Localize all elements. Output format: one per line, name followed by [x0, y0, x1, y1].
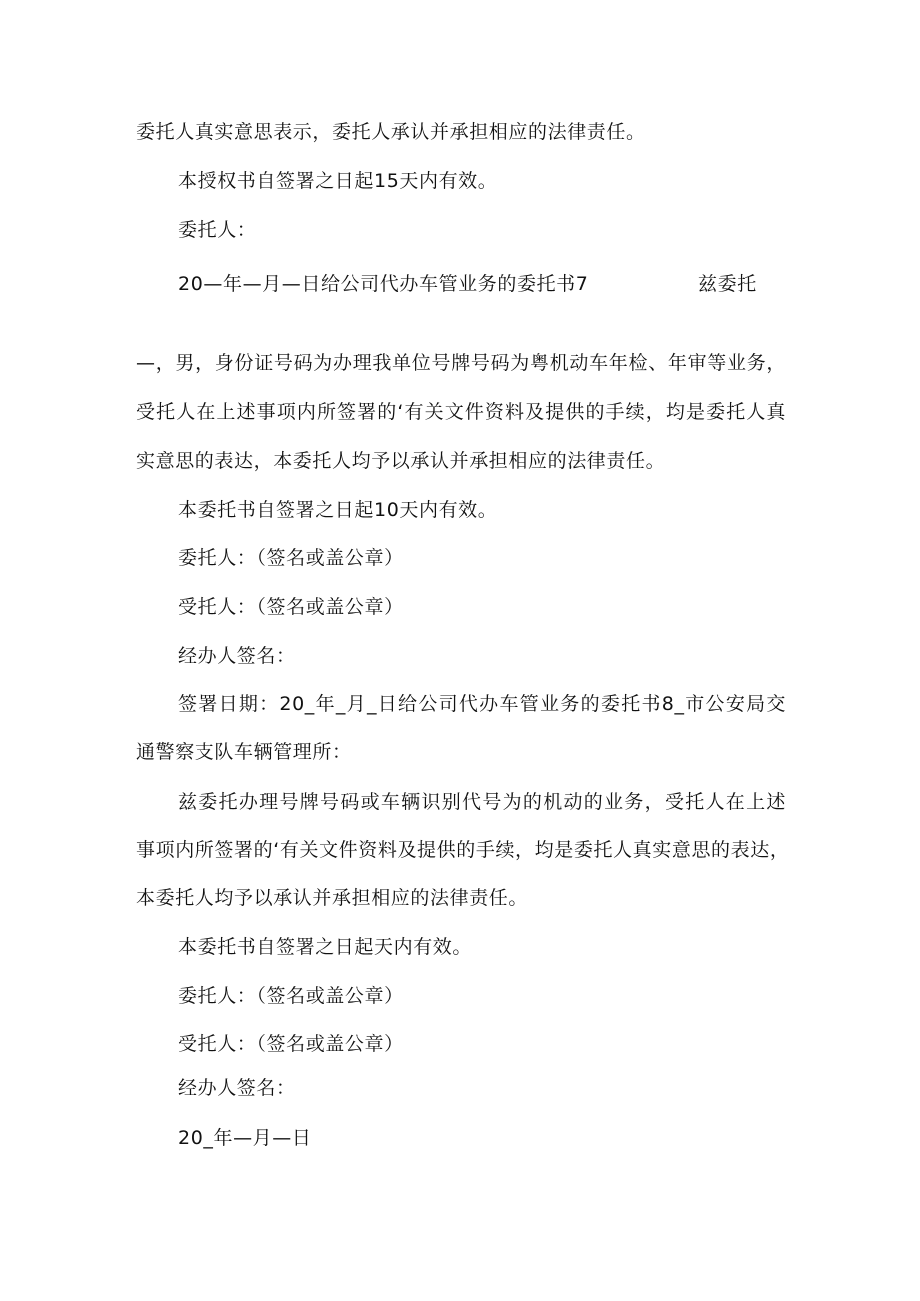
text-line: 委托人： — [178, 219, 257, 241]
text-line: 经办人签名： — [178, 645, 296, 667]
text-line: 委托人：（签名或盖公章） — [178, 985, 404, 1007]
text-line: 受托人在上述事项内所签署的‘有关文件资料及提供的手续，均是委托人真 — [136, 401, 786, 423]
text-line: 20_年—月—日 — [178, 1127, 312, 1149]
text-line: 受托人：（签名或盖公章） — [178, 596, 404, 618]
text-line: 通警察支队车辆管理所： — [136, 741, 352, 763]
text-line: 事项内所签署的‘有关文件资料及提供的手续，均是委托人真实意思的表达， — [136, 839, 790, 861]
text-line: 兹委托 — [698, 273, 757, 295]
text-line: 实意思的表达，本委托人均予以承认并承担相应的法律责任。 — [136, 450, 666, 472]
text-line: 本委托书自签署之日起天内有效。 — [178, 936, 473, 958]
document-heading: 20—年—月—日给公司代办车管业务的委托书7 — [178, 273, 589, 295]
text-line: 本委托书自签署之日起10天内有效。 — [178, 499, 498, 521]
text-line: 委托人：（签名或盖公章） — [178, 547, 404, 569]
text-line: 本授权书自签署之日起15天内有效。 — [178, 170, 498, 192]
text-line: 经办人签名： — [178, 1077, 296, 1099]
text-line: 受托人：（签名或盖公章） — [178, 1033, 404, 1055]
text-line: 兹委托办理号牌号码或车辆识别代号为的机动的业务，受托人在上述 — [178, 791, 786, 813]
text-line: —，男，身份证号码为办理我单位号牌号码为粤机动车年检、年审等业务， — [136, 352, 786, 374]
text-line: 委托人真实意思表示，委托人承认并承担相应的法律责任。 — [136, 121, 646, 143]
text-line: 签署日期：20_年_月_日给公司代办车管业务的委托书8_市公安局交 — [178, 693, 786, 715]
text-line: 本委托人均予以承认并承担相应的法律责任。 — [136, 887, 529, 909]
